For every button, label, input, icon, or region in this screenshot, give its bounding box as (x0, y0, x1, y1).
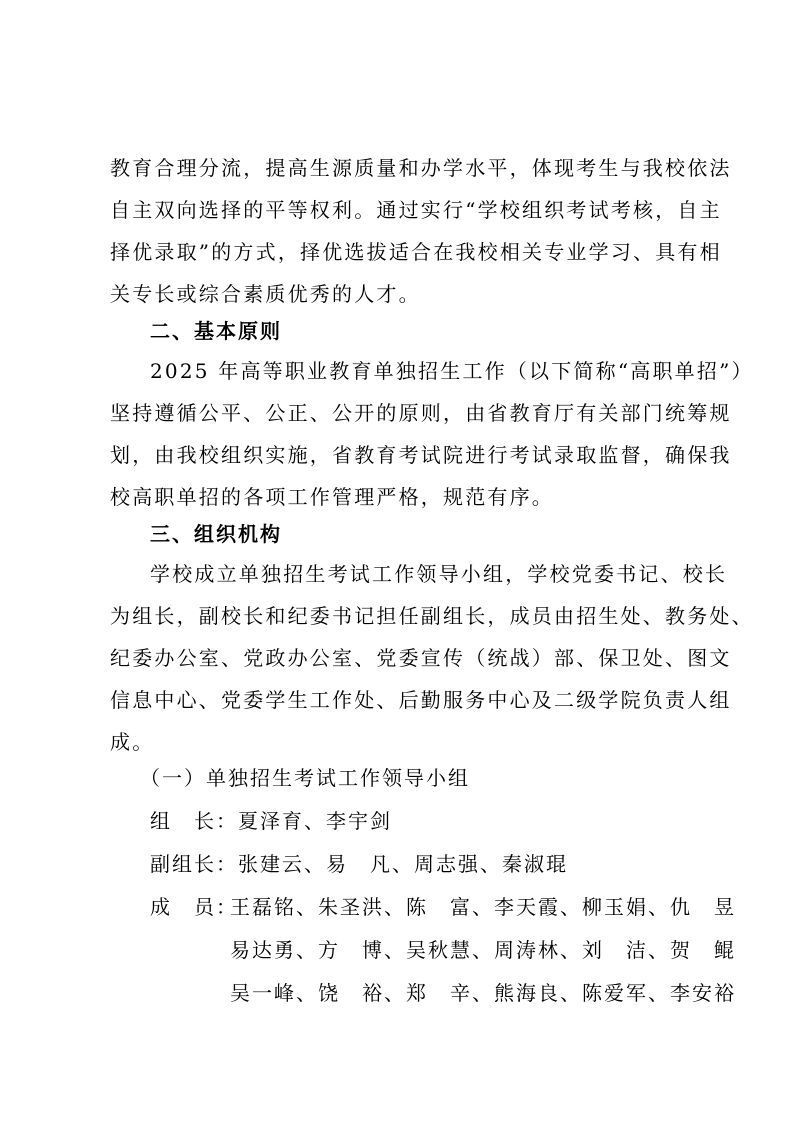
text-line: 成。 (110, 730, 155, 754)
members-line: 王磊铭、朱圣洪、陈 富、李天霞、柳玉娟、仇 昱 (230, 895, 736, 919)
leader-names: 夏泽育、李宇剑 (238, 809, 392, 833)
leader-row (150, 800, 392, 842)
principles-paragraph (110, 350, 754, 518)
organization-paragraph (110, 553, 754, 763)
members-line: 吴一峰、饶 裕、郑 辛、熊海良、陈爱军、李安裕 (230, 981, 736, 1005)
group-title: （一）单独招生考试工作领导小组 (140, 766, 470, 790)
text-line: 为组长，副校长和纪委书记担任副组长，成员由招生处、教务处、 (110, 604, 754, 628)
deputy-row (150, 843, 568, 885)
text-line: 教育合理分流，提高生源质量和办学水平，体现考生与我校依法 (110, 156, 732, 180)
deputy-label: 副组长： (150, 852, 238, 876)
text-line: 划，由我校组织实施，省教育考试院进行考试录取监督，确保我 (110, 443, 732, 467)
text-line: 关专长或综合素质优秀的人才。 (110, 282, 421, 306)
text-line: 自主双向选择的平等权利。通过实行“学校组织考试考核，自主 (110, 198, 722, 222)
leader-label: 组 长： (150, 809, 238, 833)
text-line: 信息中心、党委学生工作处、后勤服务中心及二级学院负责人组 (110, 688, 732, 712)
intro-paragraph (110, 147, 732, 315)
members-line: 易达勇、方 博、吴秋慧、周涛林、刘 洁、贺 鲲 (230, 938, 736, 962)
section-heading-organization: 三、组织机构 (150, 522, 282, 546)
section-heading-basic-principles: 二、基本原则 (150, 319, 282, 343)
text-line: 纪委办公室、党政办公室、党委宣传（统战）部、保卫处、图文 (110, 646, 732, 670)
deputy-names: 张建云、易 凡、周志强、秦淑琨 (238, 852, 568, 876)
members-label: 成 员： (150, 895, 238, 919)
text-line: 校高职单招的各项工作管理严格，规范有序。 (110, 485, 554, 509)
text-line: 坚持遵循公平、公正、公开的原则，由省教育厅有关部门统筹规 (110, 401, 732, 425)
text-line: 择优录取”的方式，择优选拔适合在我校相关专业学习、具有相 (110, 240, 722, 264)
text-line: 2025 年高等职业教育单独招生工作（以下简称“高职单招”） (150, 359, 754, 383)
text-line: 学校成立单独招生考试工作领导小组，学校党委书记、校长 (150, 562, 728, 586)
